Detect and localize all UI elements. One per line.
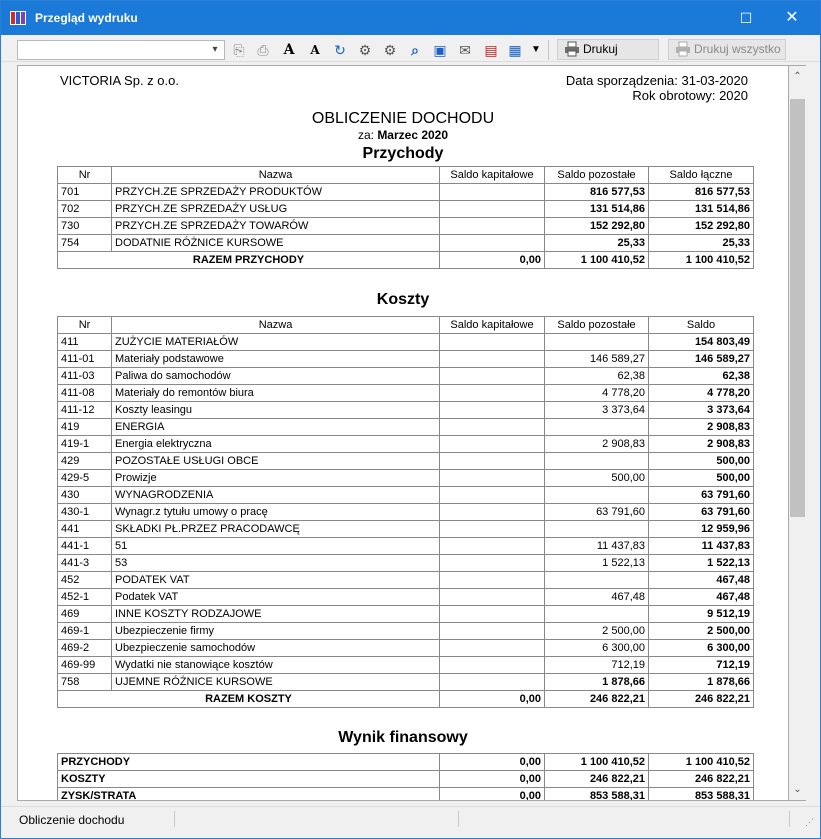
row-number: 469-99	[58, 657, 112, 674]
row-number: 754	[58, 235, 112, 252]
page-select[interactable]	[17, 40, 225, 60]
row-total-balance: 4 778,20	[649, 385, 754, 402]
row-capital-balance	[440, 640, 545, 657]
row-number: 411-12	[58, 402, 112, 419]
row-name: Ubezpieczenie firmy	[112, 623, 440, 640]
table-row	[58, 218, 754, 235]
table-row	[58, 640, 754, 657]
total-other-balance: 1 100 410,52	[545, 252, 649, 269]
row-other-balance: 3 373,64	[545, 402, 649, 419]
total-balance: 1 100 410,52	[649, 252, 754, 269]
row-total-balance: 816 577,53	[649, 184, 754, 201]
dropdown-icon[interactable]: ▼	[531, 44, 541, 55]
row-name: PODATEK VAT	[112, 572, 440, 589]
printer-icon	[564, 41, 580, 57]
save-icon[interactable]: ▣	[433, 42, 447, 58]
row-name: POZOSTAŁE USŁUGI OBCE	[112, 453, 440, 470]
row-other-balance: 1 522,13	[545, 555, 649, 572]
status-bar	[1, 806, 820, 838]
row-total-balance: 1 878,66	[649, 674, 754, 691]
table-row	[58, 674, 754, 691]
result-name: PRZYCHODY	[58, 754, 440, 771]
zoom-icon[interactable]: ⌕	[411, 42, 419, 58]
export-pdf-icon[interactable]: ⎙	[257, 42, 269, 58]
table-row	[58, 572, 754, 589]
table-row	[58, 235, 754, 252]
column-header: Saldo kapitałowe	[440, 317, 545, 334]
row-other-balance	[545, 572, 649, 589]
row-number: 441	[58, 521, 112, 538]
resize-grip-icon[interactable]: ⋰	[805, 817, 814, 827]
total-label: RAZEM PRZYCHODY	[58, 252, 440, 269]
table-row	[58, 788, 754, 802]
pdf-icon[interactable]: ▤	[484, 42, 498, 58]
total-row	[58, 252, 754, 269]
total-other-balance: 246 822,21	[545, 691, 649, 708]
table-row	[58, 453, 754, 470]
status-separator	[174, 811, 175, 827]
column-header: Saldo pozostałe	[545, 167, 649, 184]
column-header: Saldo pozostałe	[545, 317, 649, 334]
result-other-balance: 1 100 410,52	[545, 754, 649, 771]
row-name: Podatek VAT	[112, 589, 440, 606]
row-other-balance	[545, 521, 649, 538]
result-capital-balance: 0,00	[440, 788, 545, 802]
row-other-balance	[545, 419, 649, 436]
column-header: Saldo kapitałowe	[440, 167, 545, 184]
row-other-balance: 6 300,00	[545, 640, 649, 657]
title-bar[interactable]	[1, 1, 820, 35]
costs-heading: Koszty	[376, 291, 430, 308]
export-icon[interactable]: ⎘	[233, 42, 245, 58]
row-number: 701	[58, 184, 112, 201]
row-other-balance	[545, 606, 649, 623]
toolbar-separator	[548, 40, 549, 60]
row-capital-balance	[440, 402, 545, 419]
row-number: 429-5	[58, 470, 112, 487]
printer-icon	[675, 41, 691, 57]
row-other-balance	[545, 487, 649, 504]
row-capital-balance	[440, 184, 545, 201]
row-other-balance: 2 908,83	[545, 436, 649, 453]
row-capital-balance	[440, 623, 545, 640]
table-row	[58, 436, 754, 453]
row-other-balance: 63 791,60	[545, 504, 649, 521]
row-name: DODATNIE RÓŻNICE KURSOWE	[112, 235, 440, 252]
row-other-balance: 712,19	[545, 657, 649, 674]
table-row	[58, 385, 754, 402]
row-number: 411-03	[58, 368, 112, 385]
row-other-balance: 467,48	[545, 589, 649, 606]
result-heading: Wynik finansowy	[338, 729, 468, 746]
status-separator	[458, 811, 459, 827]
row-total-balance: 500,00	[649, 470, 754, 487]
row-capital-balance	[440, 589, 545, 606]
row-number: 441-1	[58, 538, 112, 555]
row-name: PRZYCH.ZE SPRZEDAŻY PRODUKTÓW	[112, 184, 440, 201]
row-other-balance: 11 437,83	[545, 538, 649, 555]
row-name: ZUŻYCIE MATERIAŁÓW	[112, 334, 440, 351]
row-number: 758	[58, 674, 112, 691]
row-capital-balance	[440, 572, 545, 589]
preview-area[interactable]	[17, 65, 789, 801]
table-row	[58, 351, 754, 368]
app-icon	[10, 11, 26, 25]
row-number: 469	[58, 606, 112, 623]
table-row	[58, 184, 754, 201]
row-total-balance: 500,00	[649, 453, 754, 470]
row-number: 441-3	[58, 555, 112, 572]
row-total-balance: 12 959,96	[649, 521, 754, 538]
report-period	[18, 128, 788, 142]
column-header: Saldo	[649, 317, 754, 334]
row-capital-balance	[440, 487, 545, 504]
row-name: Energia elektryczna	[112, 436, 440, 453]
row-total-balance: 712,19	[649, 657, 754, 674]
creation-date: Data sporządzenia: 31-03-2020	[565, 73, 748, 88]
row-name: Paliwa do samochodów	[112, 368, 440, 385]
company-name: VICTORIA Sp. z o.o.	[60, 73, 179, 88]
row-name: UJEMNE RÓŻNICE KURSOWE	[112, 674, 440, 691]
row-number: 419	[58, 419, 112, 436]
row-total-balance: 11 437,83	[649, 538, 754, 555]
row-capital-balance	[440, 538, 545, 555]
status-separator	[789, 811, 790, 827]
close-button[interactable]: ✕	[785, 9, 799, 26]
result-other-balance: 246 822,21	[545, 771, 649, 788]
column-header: Nr	[58, 167, 112, 184]
table-row	[58, 419, 754, 436]
row-capital-balance	[440, 436, 545, 453]
row-name: Wynagr.z tytułu umowy o pracę	[112, 504, 440, 521]
row-other-balance: 146 589,27	[545, 351, 649, 368]
row-capital-balance	[440, 521, 545, 538]
column-header: Nazwa	[112, 317, 440, 334]
table-row	[58, 470, 754, 487]
table-row	[58, 487, 754, 504]
period-prefix: za:	[357, 128, 374, 142]
row-capital-balance	[440, 606, 545, 623]
row-number: 411-08	[58, 385, 112, 402]
refresh-icon[interactable]: ↻	[334, 42, 346, 58]
row-number: 469-2	[58, 640, 112, 657]
row-number: 452-1	[58, 589, 112, 606]
email-icon[interactable]: ✉	[459, 42, 471, 58]
row-total-balance: 6 300,00	[649, 640, 754, 657]
print-all-button[interactable]	[668, 39, 786, 60]
costs-table	[57, 316, 754, 708]
result-total-balance: 246 822,21	[649, 771, 754, 788]
row-name: Prowizje	[112, 470, 440, 487]
table-row	[58, 606, 754, 623]
row-other-balance: 152 292,80	[545, 218, 649, 235]
row-name: SKŁADKI PŁ.PRZEZ PRACODAWCĘ	[112, 521, 440, 538]
font-increase-icon[interactable]: A	[283, 42, 295, 58]
row-total-balance: 2 908,83	[649, 436, 754, 453]
report-title: OBLICZENIE DOCHODU	[311, 110, 495, 127]
row-number: 429	[58, 453, 112, 470]
row-name: Wydatki nie stanowiące kosztów	[112, 657, 440, 674]
row-name: Materiały do remontów biura	[112, 385, 440, 402]
period-value: Marzec 2020	[377, 128, 449, 142]
font-decrease-icon[interactable]: A	[310, 43, 320, 57]
row-total-balance: 2 500,00	[649, 623, 754, 640]
table-row	[58, 623, 754, 640]
row-name: 53	[112, 555, 440, 572]
total-label: RAZEM KOSZTY	[58, 691, 440, 708]
result-capital-balance: 0,00	[440, 771, 545, 788]
table-row	[58, 402, 754, 419]
row-name: 51	[112, 538, 440, 555]
income-table	[57, 166, 754, 269]
row-total-balance: 1 522,13	[649, 555, 754, 572]
vertical-scrollbar[interactable]	[789, 65, 806, 801]
print-all-button-label: Drukuj wszystko	[694, 42, 781, 56]
column-header: Nazwa	[112, 167, 440, 184]
column-header: Saldo łączne	[649, 167, 754, 184]
row-capital-balance	[440, 351, 545, 368]
table-row	[58, 771, 754, 788]
result-other-balance: 853 588,31	[545, 788, 649, 802]
row-capital-balance	[440, 201, 545, 218]
toolbar	[1, 35, 820, 62]
table-row	[58, 334, 754, 351]
row-capital-balance	[440, 334, 545, 351]
status-text: Obliczenie dochodu	[19, 813, 125, 827]
total-balance: 246 822,21	[649, 691, 754, 708]
row-number: 419-1	[58, 436, 112, 453]
row-total-balance: 467,48	[649, 572, 754, 589]
row-total-balance: 146 589,27	[649, 351, 754, 368]
row-total-balance: 2 908,83	[649, 419, 754, 436]
row-number: 411	[58, 334, 112, 351]
row-other-balance: 25,33	[545, 235, 649, 252]
result-table	[57, 753, 754, 801]
result-total-balance: 1 100 410,52	[649, 754, 754, 771]
xml-export-icon[interactable]: ▦	[508, 42, 522, 58]
maximize-button[interactable]: ☐	[739, 10, 753, 26]
row-name: INNE KOSZTY RODZAJOWE	[112, 606, 440, 623]
row-other-balance: 816 577,53	[545, 184, 649, 201]
income-heading: Przychody	[362, 145, 444, 162]
total-row	[58, 691, 754, 708]
row-total-balance: 63 791,60	[649, 504, 754, 521]
settings-icon[interactable]: ⚙	[358, 42, 372, 58]
row-number: 730	[58, 218, 112, 235]
row-total-balance: 467,48	[649, 589, 754, 606]
row-capital-balance	[440, 218, 545, 235]
print-button[interactable]	[557, 39, 659, 60]
row-capital-balance	[440, 470, 545, 487]
column-header: Nr	[58, 317, 112, 334]
table-row	[58, 589, 754, 606]
row-other-balance	[545, 334, 649, 351]
row-number: 702	[58, 201, 112, 218]
row-other-balance: 131 514,86	[545, 201, 649, 218]
row-number: 452	[58, 572, 112, 589]
scroll-down-icon[interactable]: ⌄	[793, 784, 802, 795]
row-other-balance: 1 878,66	[545, 674, 649, 691]
row-name: PRZYCH.ZE SPRZEDAŻY TOWARÓW	[112, 218, 440, 235]
row-number: 430	[58, 487, 112, 504]
total-capital-balance: 0,00	[440, 691, 545, 708]
row-capital-balance	[440, 504, 545, 521]
result-total-balance: 853 588,31	[649, 788, 754, 802]
table-row	[58, 538, 754, 555]
row-capital-balance	[440, 555, 545, 572]
row-capital-balance	[440, 385, 545, 402]
table-row	[58, 368, 754, 385]
row-number: 411-01	[58, 351, 112, 368]
row-number: 430-1	[58, 504, 112, 521]
row-capital-balance	[440, 368, 545, 385]
row-other-balance: 500,00	[545, 470, 649, 487]
row-other-balance: 4 778,20	[545, 385, 649, 402]
print-button-label: Drukuj	[583, 42, 618, 56]
row-other-balance: 62,38	[545, 368, 649, 385]
table-row	[58, 504, 754, 521]
row-total-balance: 152 292,80	[649, 218, 754, 235]
row-other-balance: 2 500,00	[545, 623, 649, 640]
row-capital-balance	[440, 657, 545, 674]
row-name: ENERGIA	[112, 419, 440, 436]
row-total-balance: 154 803,49	[649, 334, 754, 351]
row-capital-balance	[440, 419, 545, 436]
page-settings-icon[interactable]: ⚙	[383, 42, 397, 58]
chevron-down-icon: ▾	[212, 44, 218, 55]
row-name: Ubezpieczenie samochodów	[112, 640, 440, 657]
result-capital-balance: 0,00	[440, 754, 545, 771]
result-name: KOSZTY	[58, 771, 440, 788]
row-capital-balance	[440, 235, 545, 252]
total-capital-balance: 0,00	[440, 252, 545, 269]
table-row	[58, 555, 754, 572]
row-name: WYNAGRODZENIA	[112, 487, 440, 504]
row-total-balance: 62,38	[649, 368, 754, 385]
row-capital-balance	[440, 453, 545, 470]
window-title: Przegląd wydruku	[35, 11, 138, 25]
row-name: Materiały podstawowe	[112, 351, 440, 368]
row-total-balance: 63 791,60	[649, 487, 754, 504]
row-capital-balance	[440, 674, 545, 691]
table-row	[58, 521, 754, 538]
report-dates	[566, 73, 748, 103]
row-total-balance: 9 512,19	[649, 606, 754, 623]
scroll-up-icon[interactable]: ⌃	[793, 71, 802, 82]
row-number: 469-1	[58, 623, 112, 640]
scrollbar-thumb[interactable]	[790, 99, 805, 517]
table-row	[58, 754, 754, 771]
row-total-balance: 131 514,86	[649, 201, 754, 218]
row-total-balance: 25,33	[649, 235, 754, 252]
row-total-balance: 3 373,64	[649, 402, 754, 419]
row-other-balance	[545, 453, 649, 470]
table-row	[58, 657, 754, 674]
table-row	[58, 201, 754, 218]
row-name: PRZYCH.ZE SPRZEDAŻY USŁUG	[112, 201, 440, 218]
fiscal-year: Rok obrotowy: 2020	[632, 88, 748, 103]
row-name: Koszty leasingu	[112, 402, 440, 419]
result-name: ZYSK/STRATA	[58, 788, 440, 802]
